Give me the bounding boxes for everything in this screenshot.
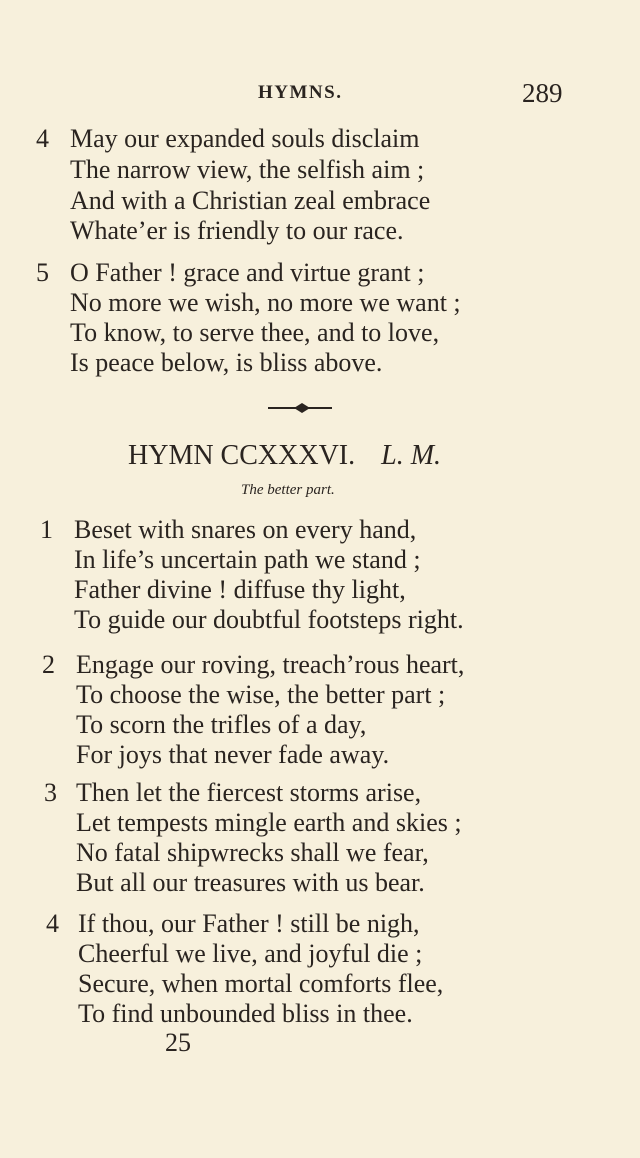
stanza-number: 4 — [46, 909, 59, 938]
signature-mark: 25 — [165, 1028, 191, 1057]
verse-line: For joys that never fade away. — [76, 740, 390, 769]
running-head-title: HYMNS. — [258, 82, 343, 103]
verse-line: May our expanded souls disclaim — [70, 124, 420, 153]
verse-line: Then let the fiercest storms arise, — [76, 778, 422, 807]
stanza-number: 1 — [40, 515, 53, 544]
stanza-number: 5 — [36, 258, 49, 287]
verse-line: O Father ! grace and virtue grant ; — [70, 258, 425, 287]
hymn-subtitle: The better part. — [241, 482, 335, 498]
hymn-title — [128, 440, 441, 472]
running-head — [0, 78, 640, 108]
stanza-number: 4 — [36, 124, 49, 153]
stanza-number: 2 — [42, 650, 55, 679]
ornament-divider — [268, 402, 332, 414]
stanza-number: 3 — [44, 778, 57, 807]
page-number: 289 — [522, 78, 563, 108]
verse-line: And with a Christian zeal embrace — [70, 186, 431, 215]
verse-line: Let tempests mingle earth and skies ; — [76, 808, 462, 837]
verse-line: Is peace below, is bliss above. — [70, 348, 383, 377]
verse-line: To find unbounded bliss in thee. — [78, 999, 413, 1028]
verse-line: The narrow view, the selfish aim ; — [70, 155, 425, 184]
verse-line: Engage our roving, treach’rous heart, — [76, 650, 465, 679]
verse-line: No more we wish, no more we want ; — [70, 288, 461, 317]
verse-line: If thou, our Father ! still be nigh, — [78, 909, 420, 938]
verse-line: Secure, when mortal comforts flee, — [78, 969, 444, 998]
hymn-number: HYMN CCXXXVI. — [128, 440, 356, 471]
verse-line: Cheerful we live, and joyful die ; — [78, 939, 423, 968]
verse-line: To guide our doubtful footsteps right. — [74, 605, 464, 634]
hymn-meter: L. M. — [381, 440, 442, 471]
verse-line: To scorn the trifles of a day, — [76, 710, 367, 739]
verse-line: To know, to serve thee, and to love, — [70, 318, 440, 347]
verse-line: In life’s uncertain path we stand ; — [74, 545, 421, 574]
verse-line: Father divine ! diffuse thy light, — [74, 575, 406, 604]
verse-line: Whate’er is friendly to our race. — [70, 216, 404, 245]
verse-line: No fatal shipwrecks shall we fear, — [76, 838, 429, 867]
verse-line: But all our treasures with us bear. — [76, 868, 425, 897]
verse-line: Beset with snares on every hand, — [74, 515, 417, 544]
verse-line: To choose the wise, the better part ; — [76, 680, 446, 709]
